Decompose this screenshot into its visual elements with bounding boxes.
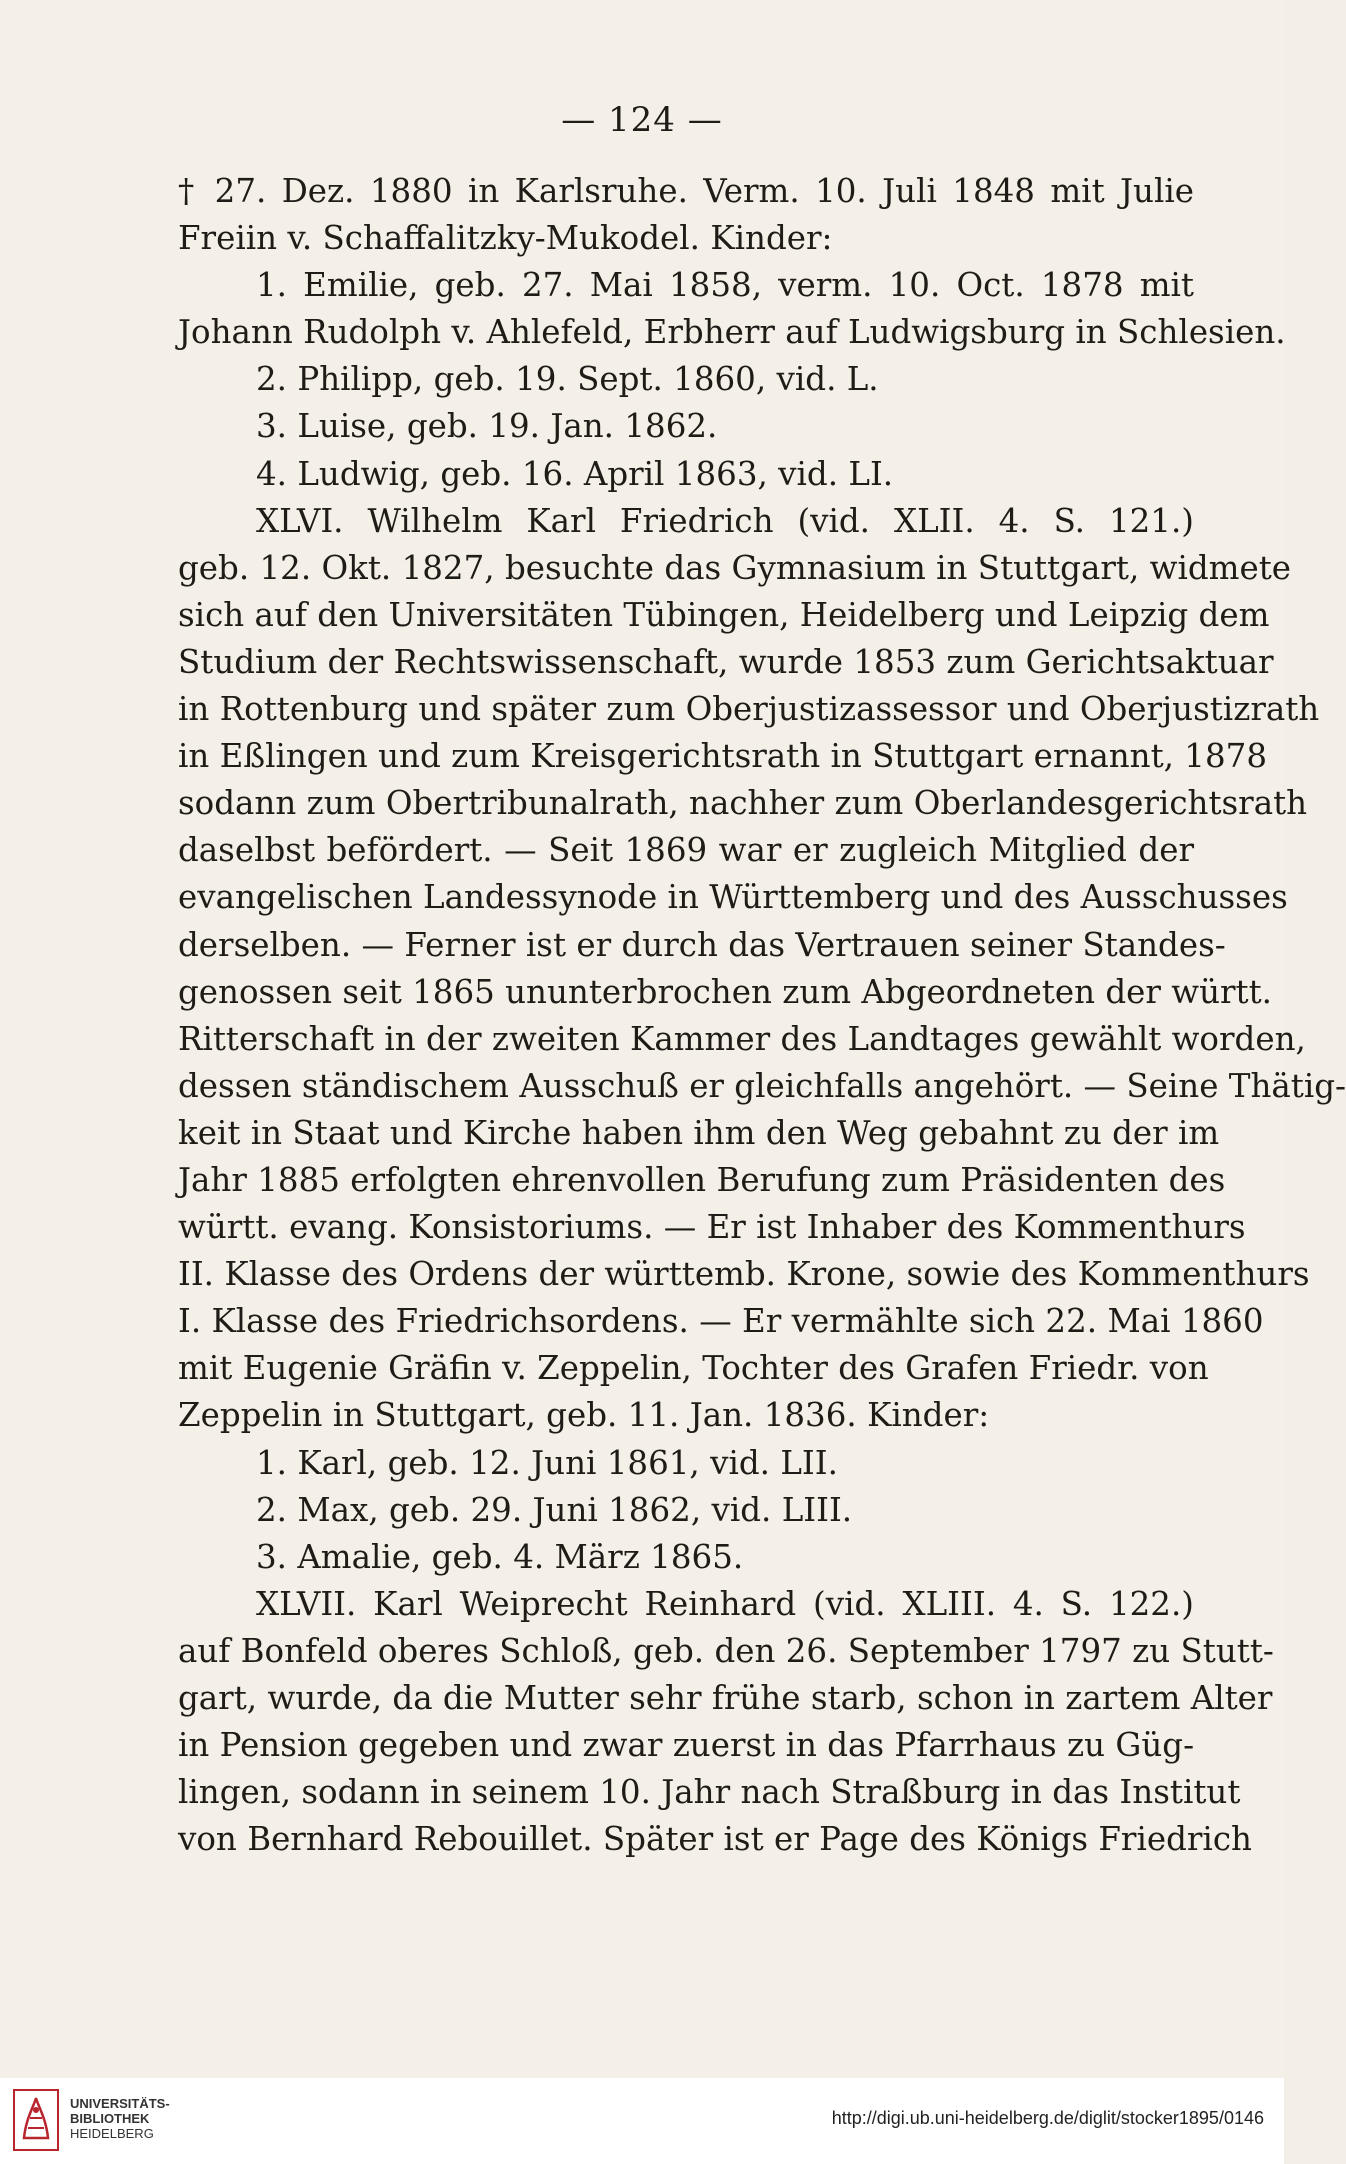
text-line: sodann zum Obertribunalrath, nachher zum Oberlandesgerichtsrath (178, 784, 1308, 823)
text-line: in Pension gegeben und zwar zuerst in das Pfarrhaus zu Güg- (178, 1726, 1195, 1765)
text-line: keit in Staat und Kirche haben ihm den Weg gebahnt zu der im (178, 1113, 1220, 1152)
text-line: 2. Philipp, geb. 19. Sept. 1860, vid. L. (256, 360, 879, 399)
text-line: I. Klasse des Friedrichsordens. — Er vermählte sich 22. Mai 1860 (178, 1302, 1264, 1341)
text-line: in Eßlingen und zum Kreisgerichtsrath in Stuttgart ernannt, 1878 (178, 737, 1268, 776)
text-line: Studium der Rechtswissenschaft, wurde 1853 zum Gerichtsaktuar (178, 642, 1274, 681)
source-url-link[interactable]: http://digi.ub.uni-heidelberg.de/diglit/stocker1895/0146 (831, 2108, 1264, 2128)
text-line: sich auf den Universitäten Tübingen, Heidelberg und Leipzig dem (178, 595, 1270, 634)
text-line: geb. 12. Okt. 1827, besuchte das Gymnasium in Stuttgart, widmete (178, 548, 1291, 587)
institution-line: HEIDELBERG (70, 2126, 154, 2141)
text-line: lingen, sodann in seinem 10. Jahr nach Straßburg in das Institut (178, 1773, 1241, 1812)
text-line: gart, wurde, da die Mutter sehr frühe starb, schon in zartem Alter (178, 1679, 1273, 1717)
institution-line: UNIVERSITÄTS- (70, 2096, 170, 2111)
body-text (178, 168, 1346, 1863)
text-line: 1. Karl, geb. 12. Juni 1861, vid. LII. (256, 1443, 838, 1482)
text-line: II. Klasse des Ordens der württemb. Krone, sowie des Kommenthurs (178, 1255, 1310, 1294)
text-line: Zeppelin in Stuttgart, geb. 11. Jan. 1836. Kinder: (178, 1396, 990, 1435)
text-line: genossen seit 1865 ununterbrochen zum Abgeordneten der württ. (178, 972, 1273, 1011)
text-line: 1. Emilie, geb. 27. Mai 1858, verm. 10. Oct. 1878 mit (256, 266, 1194, 305)
text-line: Freiin v. Schaffalitzky-Mukodel. Kinder: (178, 219, 833, 258)
text-line: 4. Ludwig, geb. 16. April 1863, vid. LI. (256, 454, 894, 493)
text-line: † 27. Dez. 1880 in Karlsruhe. Verm. 10. Juli 1848 mit Julie (178, 172, 1194, 210)
text-line: württ. evang. Konsistoriums. — Er ist Inhaber des Kommenthurs (178, 1208, 1246, 1247)
text-line: mit Eugenie Gräfin v. Zeppelin, Tochter des Grafen Friedr. von (178, 1349, 1209, 1388)
text-line: evangelischen Landessynode in Württemberg und des Ausschusses (178, 878, 1288, 917)
text-line: Johann Rudolph v. Ahlefeld, Erbherr auf Ludwigsburg in Schlesien. (178, 313, 1286, 352)
text-line: 3. Luise, geb. 19. Jan. 1862. (256, 407, 718, 446)
text-line: von Bernhard Rebouillet. Später ist er Page des Königs Friedrich (178, 1820, 1252, 1859)
text-line: Jahr 1885 erfolgten ehrenvollen Berufung zum Präsidenten des (178, 1160, 1226, 1199)
text-line: dessen ständischem Ausschuß er gleichfalls angehört. — Seine Thätig- (178, 1066, 1346, 1105)
footer-bar (0, 2078, 1284, 2164)
institution-line: BIBLIOTHEK (70, 2111, 150, 2126)
text-line: XLVII. Karl Weiprecht Reinhard (vid. XLIII. 4. S. 122.) (256, 1584, 1194, 1623)
institution-name (70, 2096, 170, 2141)
text-line: daselbst befördert. — Seit 1869 war er zugleich Mitglied der (178, 831, 1194, 870)
text-line: in Rottenburg und später zum Oberjustizassessor und Oberjustizrath (178, 690, 1320, 729)
text-line: XLVI. Wilhelm Karl Friedrich (vid. XLII. 4. S. 121.) (256, 501, 1194, 540)
text-line: 3. Amalie, geb. 4. März 1865. (256, 1537, 744, 1576)
text-line: derselben. — Ferner ist er durch das Vertrauen seiner Standes- (178, 925, 1226, 964)
page-number: — 124 — (561, 100, 723, 140)
text-line: 2. Max, geb. 29. Juni 1862, vid. LIII. (256, 1490, 853, 1529)
text-line: auf Bonfeld oberes Schloß, geb. den 26. September 1797 zu Stutt- (178, 1631, 1274, 1670)
university-seal-icon (12, 2088, 60, 2152)
text-line: Ritterschaft in der zweiten Kammer des Landtages gewählt worden, (178, 1019, 1306, 1058)
